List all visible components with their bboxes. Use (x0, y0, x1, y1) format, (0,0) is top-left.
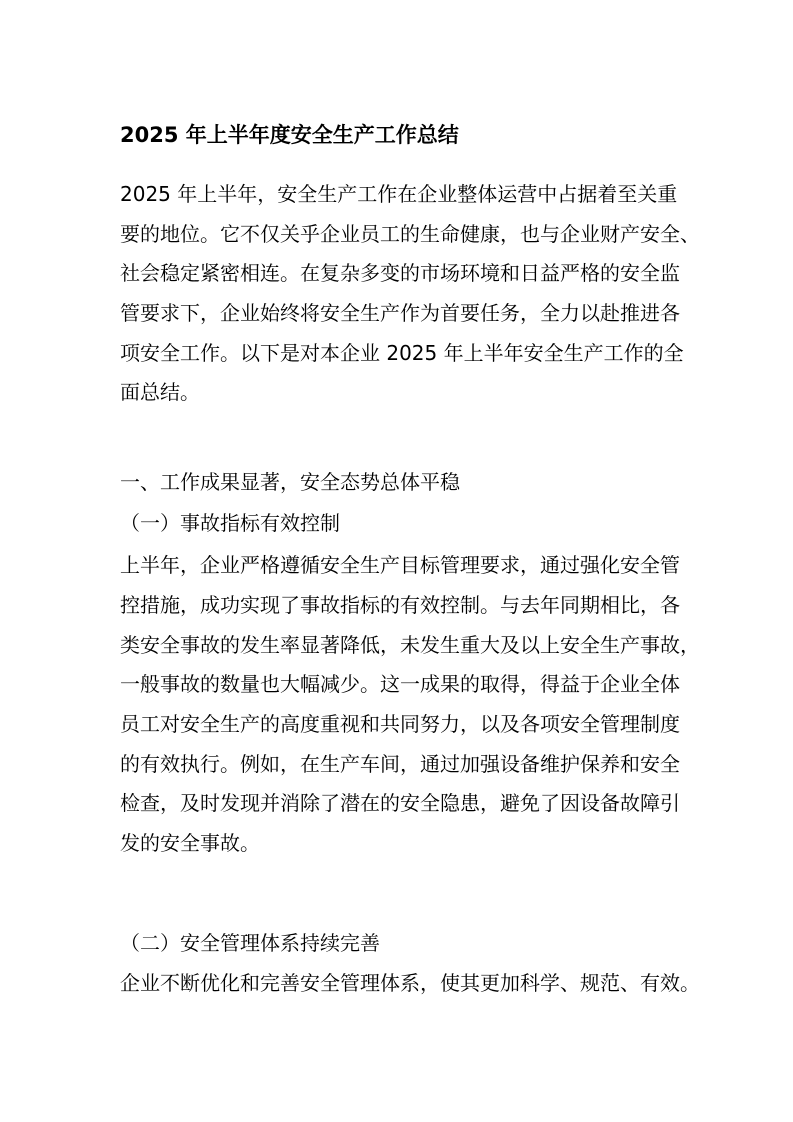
paragraph-line: 发的安全事故。 (120, 831, 260, 855)
intro-line: 要的地位。它不仅关乎企业员工的生命健康，也与企业财产安全、 (120, 222, 700, 246)
paragraph-line: 上半年，企业严格遵循安全生产目标管理要求，通过强化安全管 (120, 553, 680, 577)
intro-line: 面总结。 (120, 380, 200, 404)
paragraph-line: 员工对安全生产的高度重视和共同努力，以及各项安全管理制度 (120, 712, 680, 736)
intro-line: 2025 年上半年，安全生产工作在企业整体运营中占据着至关重 (120, 182, 678, 206)
paragraph-line: 一般事故的数量也大幅减少。这一成果的取得，得益于企业全体 (120, 672, 680, 696)
subsection-heading: （一）事故指标有效控制 (120, 511, 340, 535)
paragraph-line: 类安全事故的发生率显著降低，未发生重大及以上安全生产事故， (120, 633, 700, 657)
paragraph-line: 检查，及时发现并消除了潜在的安全隐患，避免了因设备故障引 (120, 791, 680, 815)
intro-line: 社会稳定紧密相连。在复杂多变的市场环境和日益严格的安全监 (120, 261, 680, 285)
subsection-heading: （二）安全管理体系持续完善 (120, 931, 380, 955)
document-title: 2025 年上半年度安全生产工作总结 (120, 123, 459, 147)
paragraph-line: 控措施，成功实现了事故指标的有效控制。与去年同期相比，各 (120, 593, 680, 617)
intro-line: 项安全工作。以下是对本企业 2025 年上半年安全生产工作的全 (120, 341, 684, 365)
intro-line: 管要求下，企业始终将安全生产作为首要任务，全力以赴推进各 (120, 301, 680, 325)
paragraph-line: 的有效执行。例如，在生产车间，通过加强设备维护保养和安全 (120, 752, 680, 776)
section-heading: 一、工作成果显著，安全态势总体平稳 (120, 470, 460, 494)
paragraph-line: 企业不断优化和完善安全管理体系，使其更加科学、规范、有效。 (120, 971, 700, 995)
